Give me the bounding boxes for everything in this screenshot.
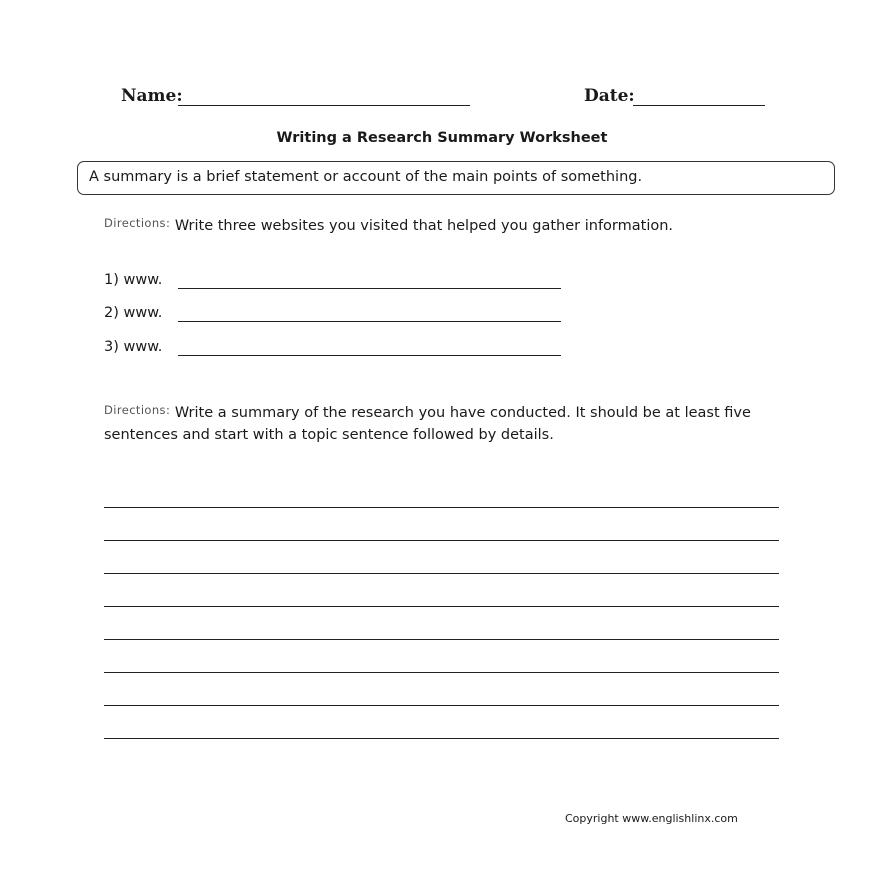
summary-line-5[interactable] — [104, 639, 779, 640]
directions-label: Directions: — [104, 216, 171, 230]
summary-line-8[interactable] — [104, 738, 779, 739]
website-prefix-2: 2) www. — [104, 305, 163, 321]
summary-line-3[interactable] — [104, 573, 779, 574]
date-label: Date: — [584, 86, 635, 106]
directions-text: Write three websites you visited that helped you gather information. — [170, 218, 674, 234]
directions-text: Write a summary of the research you have conducted. It should be at least five sentences and start with a topic sentence followed by details. — [104, 405, 751, 443]
date-field[interactable] — [633, 105, 765, 106]
summary-line-4[interactable] — [104, 606, 779, 607]
definition-text: A summary is a brief statement or account of the main points of something. — [89, 169, 643, 185]
website-prefix-3: 3) www. — [104, 339, 163, 355]
website-prefix-1: 1) www. — [104, 272, 163, 288]
copyright-notice: Copyright www.englishlinx.com — [565, 812, 738, 825]
definition-box — [77, 161, 835, 195]
summary-line-7[interactable] — [104, 705, 779, 706]
directions-websites — [104, 215, 724, 237]
name-field[interactable] — [178, 105, 470, 106]
worksheet-title: Writing a Research Summary Worksheet — [276, 130, 608, 146]
summary-line-1[interactable] — [104, 507, 779, 508]
summary-line-2[interactable] — [104, 540, 779, 541]
directions-label: Directions: — [104, 403, 171, 417]
website-field-2[interactable] — [178, 321, 561, 322]
summary-line-6[interactable] — [104, 672, 779, 673]
directions-summary — [104, 402, 804, 446]
website-field-3[interactable] — [178, 355, 561, 356]
website-field-1[interactable] — [178, 288, 561, 289]
name-label: Name: — [121, 86, 183, 106]
